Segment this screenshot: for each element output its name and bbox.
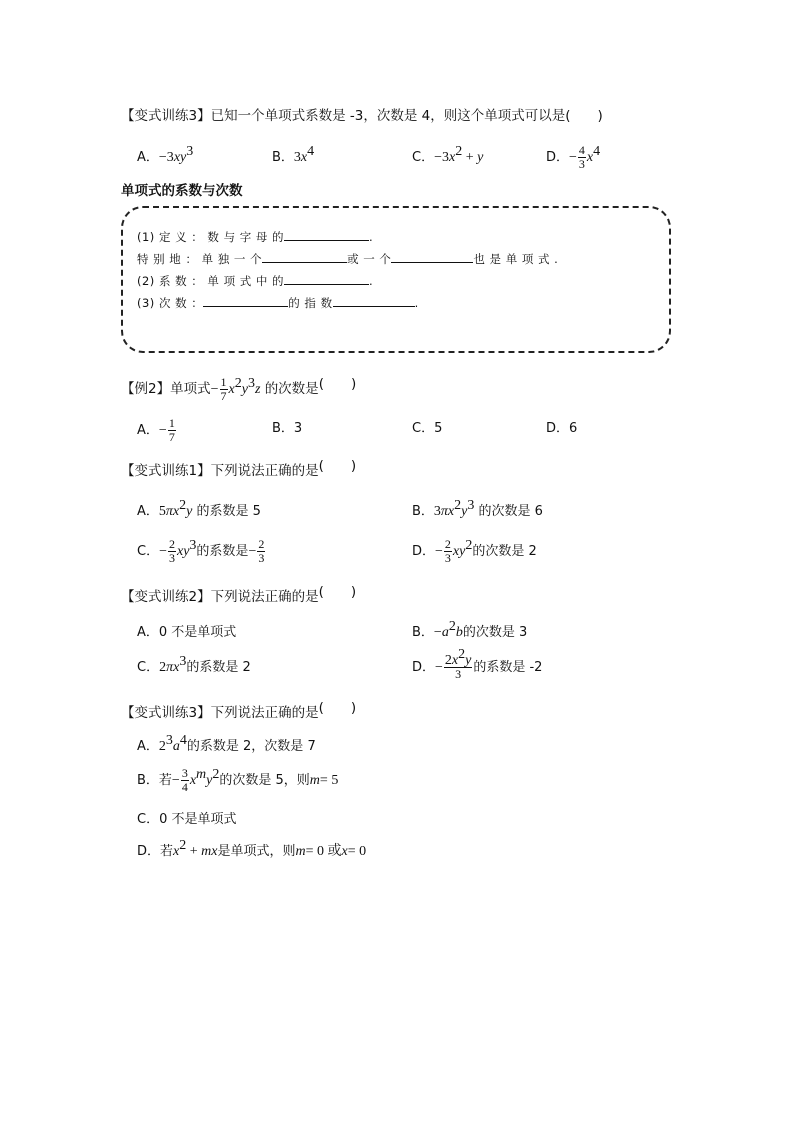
option-a: A．0 不是单项式 bbox=[137, 625, 237, 640]
definition-line-3: (2) 系 数 ： 单 项 式 中 的 . bbox=[137, 274, 374, 288]
option-b: B．$-a^2b$的次数是 3 bbox=[412, 619, 528, 640]
option-b: B．$3\pi x^2y^3$ 的次数是 6 bbox=[412, 498, 543, 519]
fill-blank[interactable] bbox=[391, 250, 473, 263]
fill-blank[interactable] bbox=[284, 272, 369, 285]
question-5: 【变式训练3】下列说法正确的是( ) bbox=[121, 700, 357, 721]
fill-blank[interactable] bbox=[284, 228, 369, 241]
definition-line-2: 特 别 地 ： 单 独 一 个 或 一 个 也 是 单 项 式 . bbox=[137, 252, 559, 266]
option-c: C．$2\pi x^3$的系数是 2 bbox=[137, 654, 251, 675]
fraction: $\frac{4}{3}$ bbox=[578, 143, 585, 171]
option-d: D．若$x^2$ + mx是单项式，则m= 0 或x= 0 bbox=[137, 838, 367, 859]
option-c: C．0 不是单项式 bbox=[137, 812, 237, 827]
fill-blank[interactable] bbox=[333, 294, 415, 307]
question-3: 【变式训练1】下列说法正确的是( ) bbox=[121, 458, 357, 479]
option-d: D．− $\frac{2}{3}$ $xy^2$的次数是 2 bbox=[412, 537, 537, 565]
option-b: B．$3x^4$ bbox=[272, 144, 315, 165]
fill-blank[interactable] bbox=[262, 250, 347, 263]
option-c: C．− $\frac{2}{3}$ $xy^3$的系数是− $\frac{2}{3}$ bbox=[137, 537, 265, 565]
question-1 bbox=[121, 108, 603, 124]
definition-line-4: (3) 次 数 ： 的 指 数 . bbox=[137, 296, 419, 310]
question-tag: 【变式训练3】 bbox=[121, 108, 211, 124]
option-a: A．$2^3a^4$的系数是 2，次数是 7 bbox=[137, 733, 316, 754]
definition-line-1: (1) 定 义 ： 数 与 字 母 的 . bbox=[137, 230, 374, 244]
option-a: A．$-3xy^3$ bbox=[137, 144, 194, 165]
question-stem: 已知一个单项式系数是 -3，次数是 4，则这个单项式可以是( ) bbox=[210, 108, 603, 124]
option-c: C．$-3x^2 + y$ bbox=[412, 144, 484, 165]
question-4: 【变式训练2】下列说法正确的是( ) bbox=[121, 584, 357, 605]
option-d: D．6 bbox=[546, 421, 578, 436]
option-c: C．5 bbox=[412, 421, 443, 436]
option-b: B．3 bbox=[272, 421, 303, 436]
fill-blank[interactable] bbox=[203, 294, 288, 307]
option-b: B．若− $\frac{3}{4}$ $x^my^2$的次数是 5，则m= 5 bbox=[137, 766, 339, 794]
option-a: A．− $\frac{1}{7}$ bbox=[137, 416, 175, 444]
option-d: D．− $\frac{4}{3}$ $x^4$ bbox=[546, 143, 601, 171]
option-d: D．− $\frac{2x^2y}{3}$ 的系数是 -2 bbox=[412, 647, 543, 681]
question-2: 【例2】单项式− $\frac{1}{7}$ $x^2y^3z$ 的次数是( ) bbox=[121, 374, 357, 403]
option-a: A．$5\pi x^2y$ 的系数是 5 bbox=[137, 498, 261, 519]
section-title: 单项式的系数与次数 bbox=[121, 183, 243, 199]
